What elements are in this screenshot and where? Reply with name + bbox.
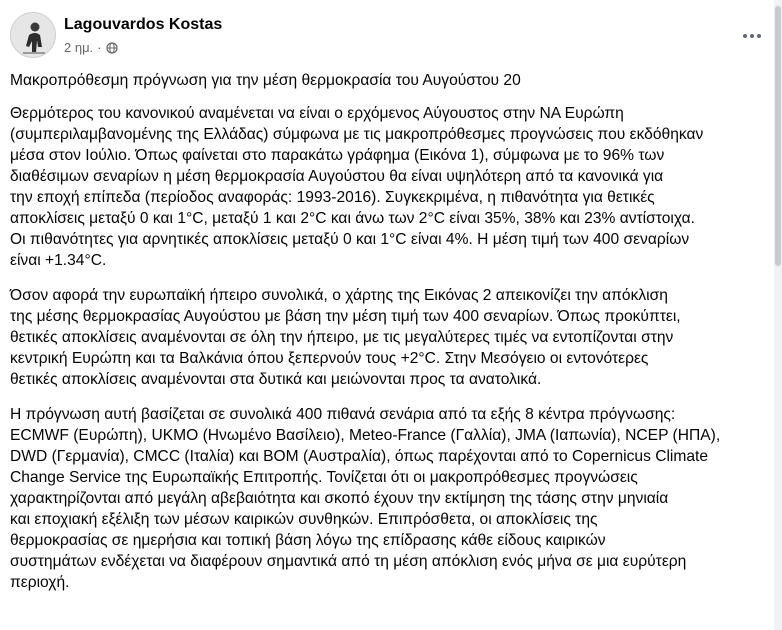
- post-paragraph-2: Όσον αφορά την ευρωπαϊκή ήπειρο συνολικά, ο χάρτης της Εικόνας 2 απεικονίζει την απόκλιση της μέσης θερμοκρασίας Αυγούστου με βάση την μέση τιμή των 400 σεναρίων. Όπως προκύπτει, θετικές αποκλίσεις αναμένονται σε όλη την ήπειρο, με τις μεγαλύτερες τιμές να εντοπίζονται στην κεντρική Ευρώπη και τα Βαλκάνια όπου ξεπερνούν τους +2°C. Στην Μεσόγειο οι εντονότερες θετικές αποκλίσεις αναμένονται στα δυτικά και μειώνονται προς τα ανατολικά.: [10, 287, 681, 388]
- post-title: Μακροπρόθεσμη πρόγνωση για την μέση θερμοκρασία του Αυγούστου 20: [10, 72, 521, 89]
- globe-icon[interactable]: [106, 42, 118, 54]
- meta-separator: ·: [97, 40, 102, 55]
- scrollbar-thumb[interactable]: [775, 6, 781, 266]
- avatar-figure-icon: [11, 13, 55, 57]
- author-avatar[interactable]: [10, 12, 56, 58]
- page-scrollbar[interactable]: [774, 0, 782, 630]
- more-options-button[interactable]: [734, 18, 770, 54]
- post-paragraph-3: Η πρόγνωση αυτή βασίζεται σε συνολικά 400 πιθανά σενάρια από τα εξής 8 κέντρα πρόγνωσης: ECMWF (Ευρώπη), UKMO (Ηνωμένο Βασίλειο), Meteo-France (Γαλλία), JMA (Ιαπωνία), NCEP (ΗΠΑ), DWD (Γερμανία), CMCC (Ιταλία) και BOM (Αυστραλία), όπως παρέχονται από το Copernicus Climate Change Service της Ευρωπαϊκής Επιτροπής. Τονίζεται ότι οι μακροπρόθεσμες προγνώσεις χαρακτηρίζονται από μεγάλη αβεβαιότητα και σκοπό έχουν την εκτίμηση της τάσης στην μηνιαία και εποχιακή εξέλιξη των μέσων καιρικών συνθηκών. Επιπρόσθετα, οι αποκλίσεις της θερμοκρασίας σε ημερήσια και τοπική βάση λόγω της επίδρασης κάθε είδους καιρικών συστημάτων ενδέχεται να διαφέρουν σημαντικά από τη μέση απόκλιση ενός μήνα σε μια ευρύτερη περιοχή.: [10, 406, 721, 591]
- post-time[interactable]: 2 ημ.: [64, 40, 94, 55]
- post-meta: [64, 40, 118, 55]
- more-horizontal-icon: [743, 34, 747, 38]
- post-header: [10, 12, 770, 60]
- author-name[interactable]: Lagouvardos Kostas: [64, 16, 223, 33]
- post-paragraph-1: Θερμότερος του κανονικού αναμένεται να είναι ο ερχόμενος Αύγουστος στην ΝΑ Ευρώπη (συμπεριλαμβανομένης της Ελλάδας) σύμφωνα με τις μακροπρόθεσμες προγνώσεις που εκδόθηκαν μέσα στον Ιούλιο. Όπως φαίνεται στο παρακάτω γράφημα (Εικόνα 1), σύμφωνα με το 96% των διαθέσιμων σεναρίων η μέση θερμοκρασία Αυγούστου θα είναι υψηλότερη από τα κανονικά για την εποχή επίπεδα (περίοδος αναφοράς: 1993-2016). Συγκεκριμένα, η πιθανότητα για θετικές αποκλίσεις μεταξύ 0 και 1°C, μεταξύ 1 και 2°C και άνω των 2°C είναι 35%, 38% και 23% αντίστοιχα. Οι πιθανότητες για αρνητικές αποκλίσεις μεταξύ 0 και 1°C είναι 4%. Η μέση τιμή των 400 σεναρίων είναι +1.34°C.: [10, 105, 704, 269]
- post-content: [10, 70, 770, 607]
